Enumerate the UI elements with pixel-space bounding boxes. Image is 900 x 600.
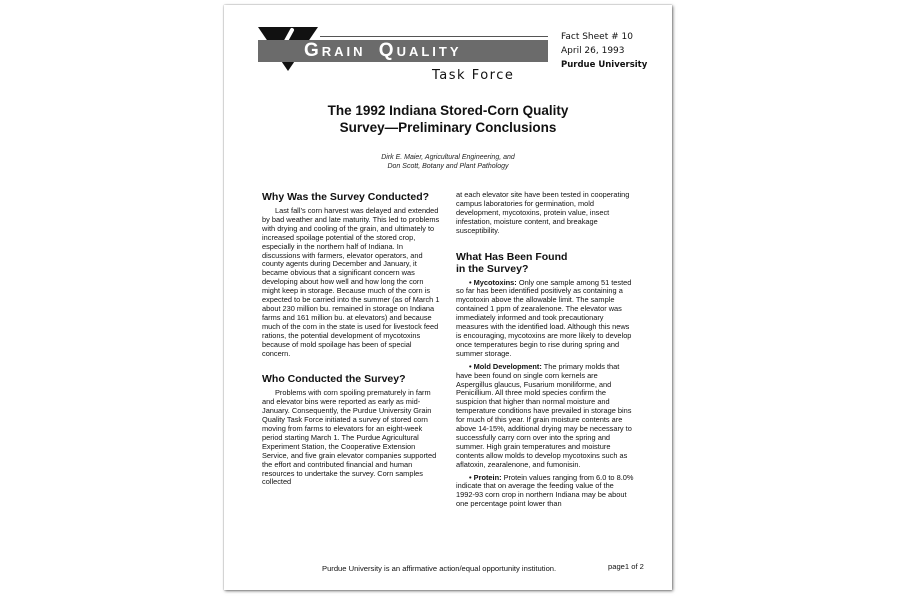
mold-label: • Mold Development: <box>469 361 542 371</box>
protein-body: Protein values ranging from 6.0 to 8.0% indicate that on average the feeding value of the 1992-93 corn crop in northern Indiana may be about one percentage point lower than <box>456 472 634 509</box>
document-page <box>224 5 672 590</box>
fact-sheet-date: April 26, 1993 <box>561 46 625 56</box>
protein-paragraph <box>456 474 634 510</box>
header-rule <box>320 36 548 37</box>
author-line-2: Don Scott, Botany and Plant Pathology <box>387 163 509 170</box>
banner-letter-q: Q <box>378 40 397 61</box>
why-heading: Why Was the Survey Conducted? <box>262 191 430 203</box>
fact-sheet-number: Fact Sheet # 10 <box>561 32 633 42</box>
task-force-subtitle: Task Force <box>432 68 515 83</box>
left-column <box>262 191 440 491</box>
title-line-1: The 1992 Indiana Stored-Corn Quality <box>327 103 569 118</box>
mycotoxins-label: • Mycotoxins: <box>469 277 517 287</box>
page-number: page1 of 2 <box>608 562 644 571</box>
document-title <box>224 102 672 136</box>
found-heading-line-1: What Has Been Found <box>456 250 568 263</box>
author-line-1: Dirk E. Maier, Agricultural Engineering, and <box>381 154 515 161</box>
right-column <box>456 191 634 513</box>
why-paragraph: Last fall’s corn harvest was delayed and extended by bad weather and late maturity. This led to problems with drying and cooling of the grain, and ultimately to increased spoilage potential of the stored crop, especially in the northern half of Indiana. In discussions with farmers, elevator operators, and county agents during December and January, it became obvious that a significant concern was developing about how well and how long the corn might keep in storage. Because much of the corn is expected to be carried into the summer (as of March 1 about 230 million bu. remained in storage on Indiana farms and 161 million bu. at elevators) and because much of the corn in the state is used for livestock feed rations, the potential development of mycotoxins because of mold spoilage has been of special concern. <box>262 206 440 358</box>
university-name: Purdue University <box>561 60 648 70</box>
banner-title <box>304 39 544 63</box>
banner-word-uality: UALITY <box>396 44 462 59</box>
who-heading: Who Conducted the Survey? <box>262 373 406 386</box>
mycotoxins-body: Only one sample among 51 tested so far has been identified positively as containing a mycotoxin above the allowable limit. The sample contained 1 ppm of zearalenone. The elevator was immediately informed and took precautionary measures with the identified load. Although this news is encouraging, mycotoxins are more likely to develop once temperatures begin to rise during spring and summer storage. <box>456 277 632 358</box>
banner-word-rain: RAIN <box>321 44 366 59</box>
title-line-2: Survey—Preliminary Conclusions <box>339 120 557 135</box>
banner-letter-g: G <box>304 40 322 61</box>
fact-sheet-info <box>561 30 647 72</box>
authors <box>224 153 672 171</box>
mycotoxins-paragraph <box>456 279 634 359</box>
protein-label: • Protein: <box>469 472 502 482</box>
footer-statement: Purdue University is an affirmative action/equal opportunity institution. <box>322 564 557 573</box>
mold-paragraph <box>456 363 634 470</box>
found-heading <box>456 251 634 275</box>
who-paragraph-continued: at each elevator site have been tested in cooperating campus laboratories for germination, mold development, mycotoxins, protein value, insect infestation, moisture content, and breakage susceptibility. <box>456 190 630 235</box>
who-paragraph: Problems with corn spoiling prematurely in farm and elevator bins were reported as early as mid-January. Consequently, the Purdue University Grain Quality Task Force initiated a survey of stored corn moving from farms to elevators for an eight-week period starting March 1. The Purdue Agricultural Experiment Station, the Cooperative Extension Service, and five grain elevator companies supported the effort and contributed financial and human resources to undertake the survey. Corn samples collected <box>262 388 437 487</box>
found-heading-line-2: in the Survey? <box>456 262 529 275</box>
mold-body: The primary molds that have been found on single corn kernels are Aspergillus glaucus, Fusarium moniliforme, and Penicillium. All three mold species confirm the suspicion that higher than normal moisture and temperature conditions have prevailed in storage bins for much of this year. If grain moisture contents are above 14-15%, additional drying may be necessary to successfully carry corn over into the spring and summer. High grain temperatures and moisture contents allow molds to develop mycotoxins such as aflatoxin, zearalenone, and fumonisin. <box>456 361 632 469</box>
